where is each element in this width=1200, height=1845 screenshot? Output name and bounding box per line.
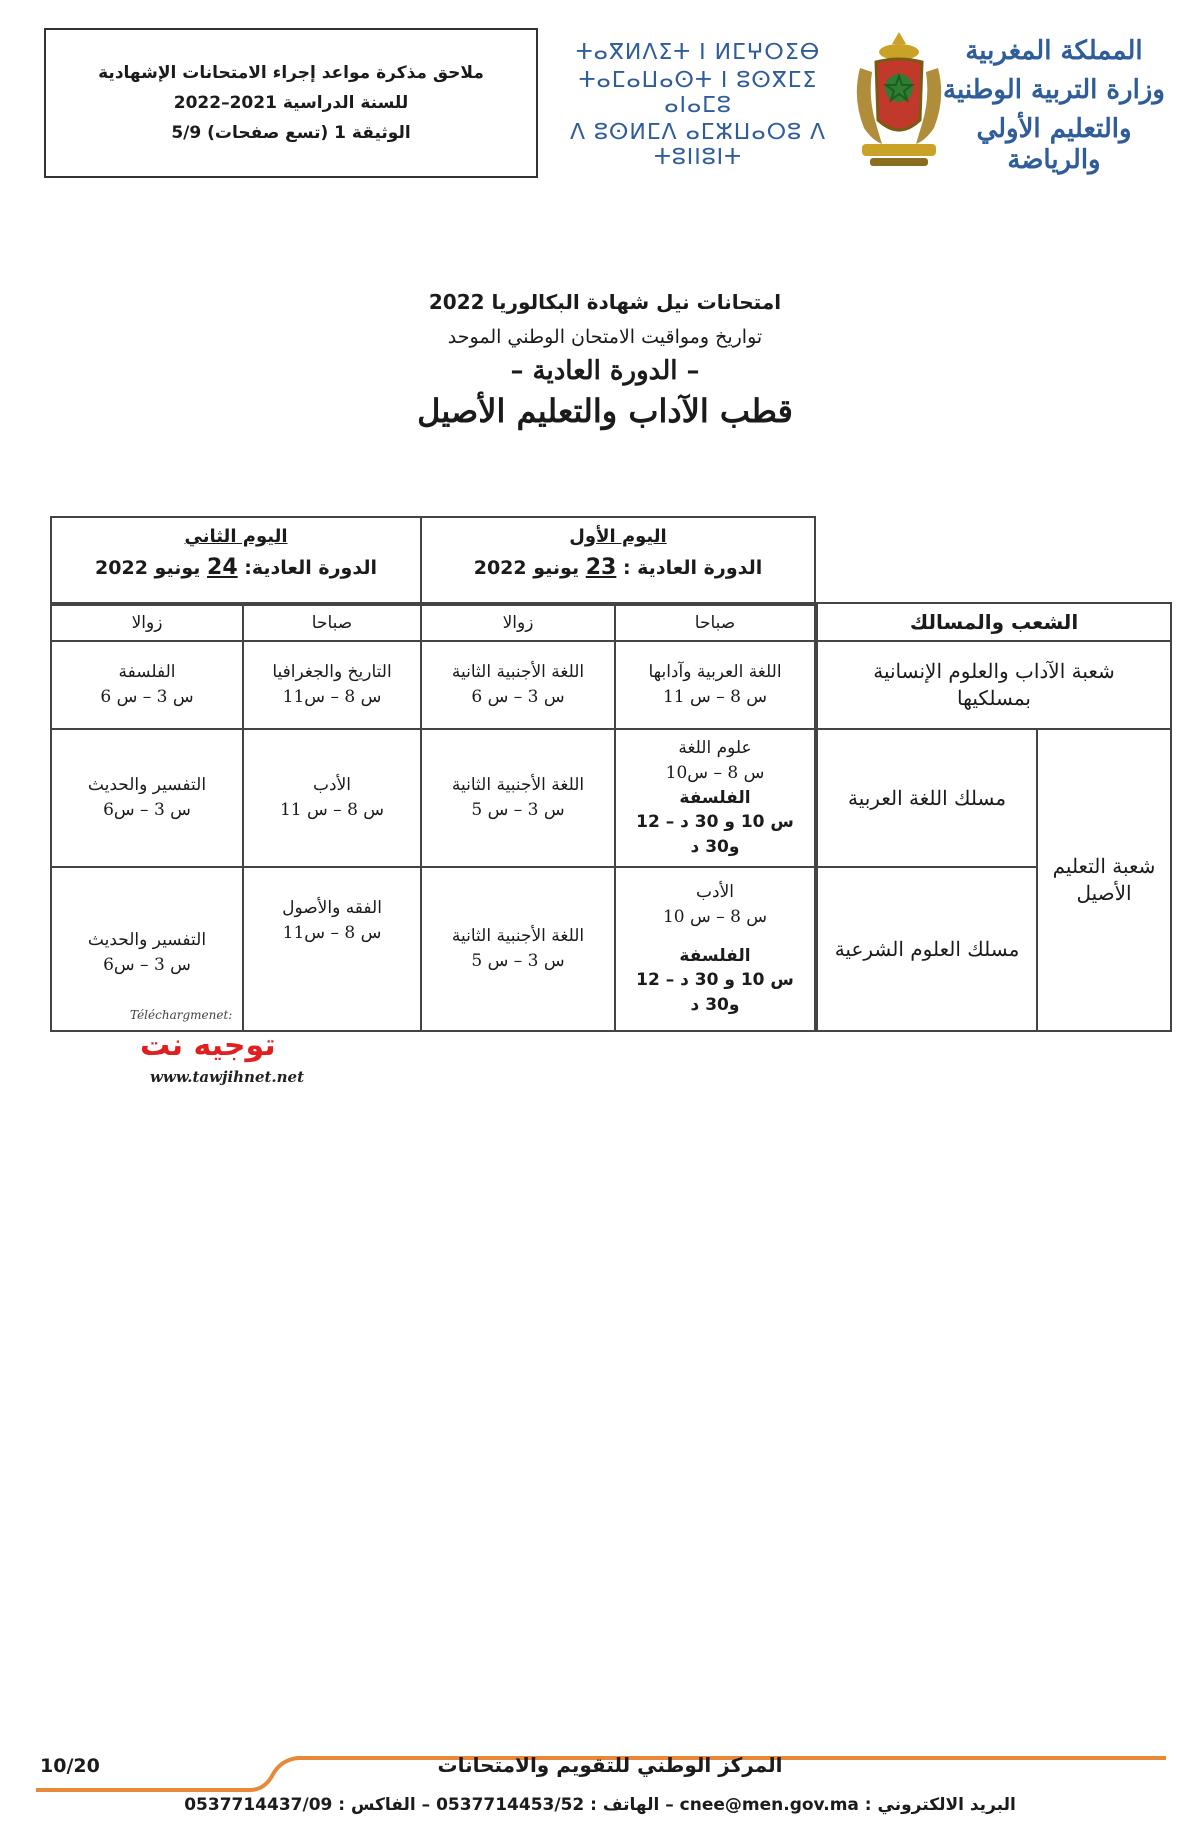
letters-day1-morning	[614, 640, 816, 730]
subject: التفسير والحديث	[87, 775, 207, 796]
day2-afternoon-header: زوالا	[50, 604, 244, 642]
page-number: 10/20	[40, 1755, 100, 1777]
footer-center-name: المركز الوطني للتقويم والامتحانات	[437, 1753, 783, 1777]
track-sharia-sciences: مسلك العلوم الشرعية	[816, 866, 1038, 1032]
arabic-day1-afternoon	[420, 728, 616, 868]
time: س 3 – س6	[103, 800, 191, 820]
subject: الفلسفة	[118, 662, 176, 683]
sharia-day1-afternoon	[420, 866, 616, 1032]
subject: اللغة الأجنبية الثانية	[451, 926, 585, 947]
time-continued: و30 د	[690, 994, 740, 1015]
subject: الفلسفة	[679, 945, 751, 966]
branch-letters-humanities: شعبة الآداب والعلوم الإنسانية بمسلكيها	[816, 640, 1172, 730]
subject: الأدب	[696, 882, 734, 903]
branches-header: الشعب والمسالك	[816, 602, 1172, 642]
time: س 8 – س 10	[662, 907, 768, 928]
tifinagh-line-1: ⵜⴰⴳⵍⴷⵉⵜ ⵏ ⵍⵎⵖⵔⵉⴱ	[575, 40, 821, 65]
annex-line-1: ملاحق مذكرة مواعد إجراء الامتحانات الإشهادية	[98, 63, 484, 83]
letters-day1-afternoon	[420, 640, 616, 730]
arabic-day2-morning	[242, 728, 422, 868]
ministry-line-3: والتعليم الأولي والرياضة	[976, 113, 1132, 175]
day2-title: اليوم الثاني	[184, 526, 288, 547]
document-titles	[250, 290, 960, 430]
ministry-header	[930, 36, 1178, 176]
ministry-line-1: المملكة المغربية	[965, 36, 1143, 66]
day1-title: اليوم الأول	[569, 526, 667, 547]
sharia-day1-morning	[614, 866, 816, 1032]
time-continued: و30 د	[690, 836, 740, 857]
time: س 3 – س 6	[100, 687, 194, 707]
annex-line-2: للسنة الدراسية 2021–2022	[173, 93, 409, 113]
subject: الأدب	[313, 775, 351, 796]
branch-original-education: شعبة التعليم الأصيل	[1036, 728, 1172, 1032]
fax-label: – الفاكس :	[332, 1795, 437, 1815]
subject: اللغة الأجنبية الثانية	[451, 662, 585, 683]
main-title: امتحانات نيل شهادة البكالوريا 2022	[428, 290, 782, 314]
tifinagh-line-3: ⴷ ⵓⵙⵍⵎⴷ ⴰⵎⵣⵡⴰⵔⵓ ⴷ ⵜⵓⵏⵏⵓⵏⵜ	[569, 120, 827, 170]
subject: الفقه والأصول	[282, 898, 382, 918]
watermark-logo: توجيه نت	[140, 1028, 276, 1063]
subject: علوم اللغة	[678, 738, 752, 759]
arabic-day2-afternoon	[50, 728, 244, 868]
day1-header	[420, 516, 816, 604]
time: س 3 – س 5	[471, 951, 565, 971]
letters-day2-afternoon	[50, 640, 244, 730]
annex-box	[44, 28, 538, 178]
time: س 3 – س6	[103, 954, 191, 975]
time: س 8 – س10	[665, 763, 765, 784]
subject: التفسير والحديث	[87, 930, 207, 950]
day1-date: الدورة العادية : 23 يونيو 2022	[473, 555, 763, 581]
day2-date: الدورة العادية: 24 يونيو 2022	[95, 555, 377, 581]
time: س 10 و 30 د – 12	[636, 970, 794, 991]
email-address[interactable]: cnee@men.gov.ma	[679, 1795, 859, 1815]
email-label: البريد الالكتروني :	[858, 1795, 1016, 1815]
ministry-line-2: وزارة التربية الوطنية	[943, 74, 1165, 105]
pole-title: قطب الآداب والتعليم الأصيل	[417, 392, 793, 430]
subtitle: تواريخ ومواقيت الامتحان الوطني الموحد	[447, 326, 763, 348]
arabic-day1-morning	[614, 728, 816, 868]
tifinagh-header	[548, 40, 848, 170]
track-arabic-language: مسلك اللغة العربية	[816, 728, 1038, 868]
tifinagh-line-2: ⵜⴰⵎⴰⵡⴰⵙⵜ ⵏ ⵓⵙⴳⵎⵉ ⴰⵏⴰⵎⵓ	[578, 67, 818, 118]
session-title: – الدورة العادية –	[510, 356, 700, 386]
time: س 3 – س 5	[471, 800, 565, 820]
watermark-url: www.tawjihnet.net	[150, 1068, 305, 1086]
subject: الفلسفة	[679, 787, 751, 808]
fax-number: 0537714437/09	[184, 1795, 333, 1815]
watermark-caption: Téléchargmenet:	[130, 1008, 233, 1022]
footer-contact	[150, 1795, 1050, 1815]
time: س 3 – س 6	[471, 687, 565, 707]
day1-morning-header: صباحا	[614, 604, 816, 642]
annex-line-3: الوثيقة 1 (تسع صفحات) 5/9	[171, 123, 411, 143]
day2-header	[50, 516, 422, 604]
phone-label: – الهاتف :	[584, 1795, 680, 1815]
subject: التاريخ والجغرافيا	[272, 662, 392, 683]
day2-morning-header: صباحا	[242, 604, 422, 642]
time: س 8 – س11	[282, 922, 382, 943]
phone-number: 0537714453/52	[436, 1795, 585, 1815]
time: س 8 – س 11	[279, 800, 385, 820]
time: س 8 – س 11	[662, 687, 768, 707]
letters-day2-morning	[242, 640, 422, 730]
time: س 8 – س11	[282, 687, 382, 707]
time: س 10 و 30 د – 12	[636, 812, 794, 833]
subject: اللغة العربية وآدابها	[648, 662, 782, 683]
watermark	[130, 1008, 305, 1090]
subject: اللغة الأجنبية الثانية	[451, 775, 585, 796]
day1-afternoon-header: زوالا	[420, 604, 616, 642]
